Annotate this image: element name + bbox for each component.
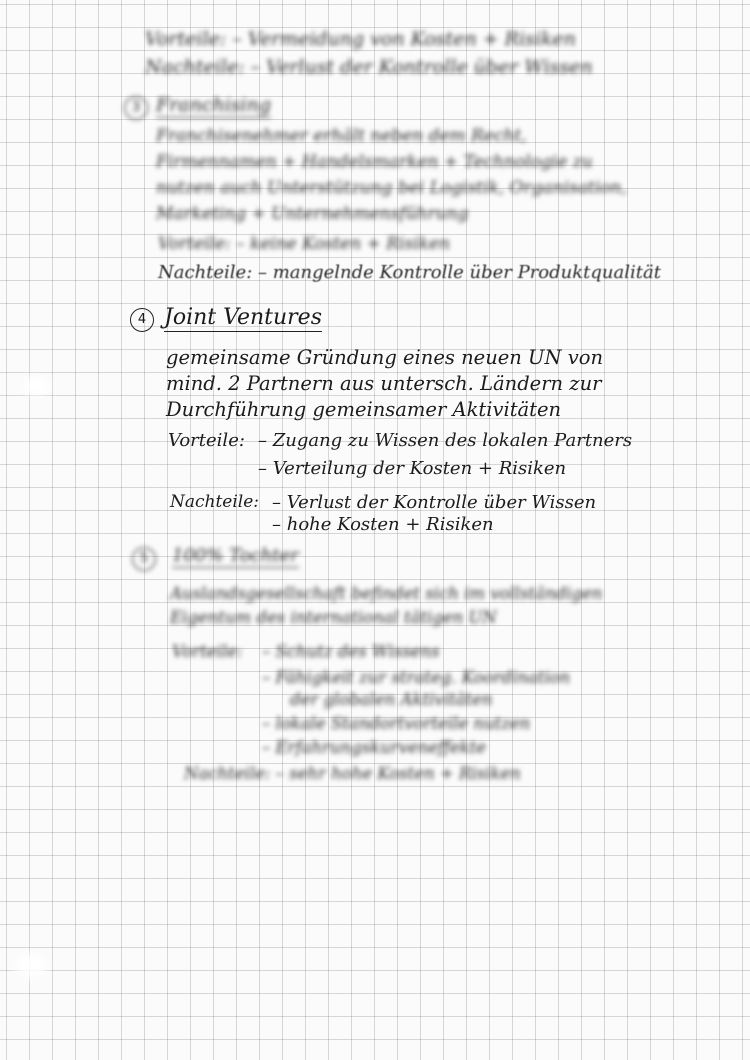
section3-nachteile: Nachteile: – mangelnde Kontrolle über Produktqualität	[158, 262, 661, 283]
paper-smudge	[22, 376, 50, 396]
section5-vorteile-item: – Erfahrungskurveneffekte	[262, 738, 487, 757]
section5-nachteile: Nachteile: – sehr hohe Kosten + Risiken	[184, 764, 521, 783]
section5-vorteile-item: – lokale Standortvorteile nutzen	[262, 714, 531, 733]
section4-body-line: mind. 2 Partnern aus untersch. Ländern zur	[166, 372, 602, 395]
section4-vorteile-item: – Verteilung der Kosten + Risiken	[258, 458, 567, 479]
section5-vorteile-item: – Schutz des Wissens	[262, 642, 440, 661]
section5-body-line: Auslandsgesellschaft befindet sich im vollständigen	[170, 584, 603, 603]
section3-title: Franchising	[156, 94, 272, 116]
section3-body-line: nutzen auch Unterstützung bei Logistik, Organisation,	[156, 178, 627, 198]
section4-vorteile-item: – Zugang zu Wissen des lokalen Partners	[258, 430, 633, 451]
section3-body-line: Firmennamen + Handelsmarken + Technologie zu	[156, 152, 593, 172]
section4-body-line: Durchführung gemeinsamer Aktivitäten	[166, 398, 562, 421]
section5-title: 100% Tochter	[172, 545, 299, 566]
section4-title: Joint Ventures	[164, 305, 322, 330]
section4-vorteile-label: Vorteile:	[168, 430, 245, 451]
section5-vorteile-item: der globalen Aktivitäten	[290, 690, 493, 709]
section2-nachteile: Nachteile: – Verlust der Kontrolle über Wissen	[145, 56, 593, 78]
section3-vorteile: Vorteile: – keine Kosten + Risiken	[158, 234, 450, 254]
section5-body-line: Eigentum des international tätigen UN	[170, 608, 497, 627]
section4-nachteile-item: – Verlust der Kontrolle über Wissen	[272, 492, 597, 513]
section3-body-line: Marketing + Unternehmensführung	[156, 204, 469, 224]
section4-nachteile-item: – hohe Kosten + Risiken	[272, 514, 494, 535]
section5-vorteile-label: Vorteile:	[172, 642, 243, 661]
section3-number: 3	[124, 96, 148, 120]
section2-vorteile: Vorteile: – Vermeidung von Kosten + Risiken	[145, 28, 576, 50]
section5-vorteile-item: – Fähigkeit zur strateg. Koordination	[262, 668, 571, 687]
paper-smudge	[14, 954, 48, 978]
section4-number: 4	[130, 308, 154, 332]
section5-number: 5	[132, 547, 156, 571]
section4-body-line: gemeinsame Gründung eines neuen UN von	[166, 346, 604, 369]
section3-body-line: Franchisenehmer erhält neben dem Recht,	[156, 126, 527, 146]
section4-nachteile-label: Nachteile:	[170, 492, 260, 512]
